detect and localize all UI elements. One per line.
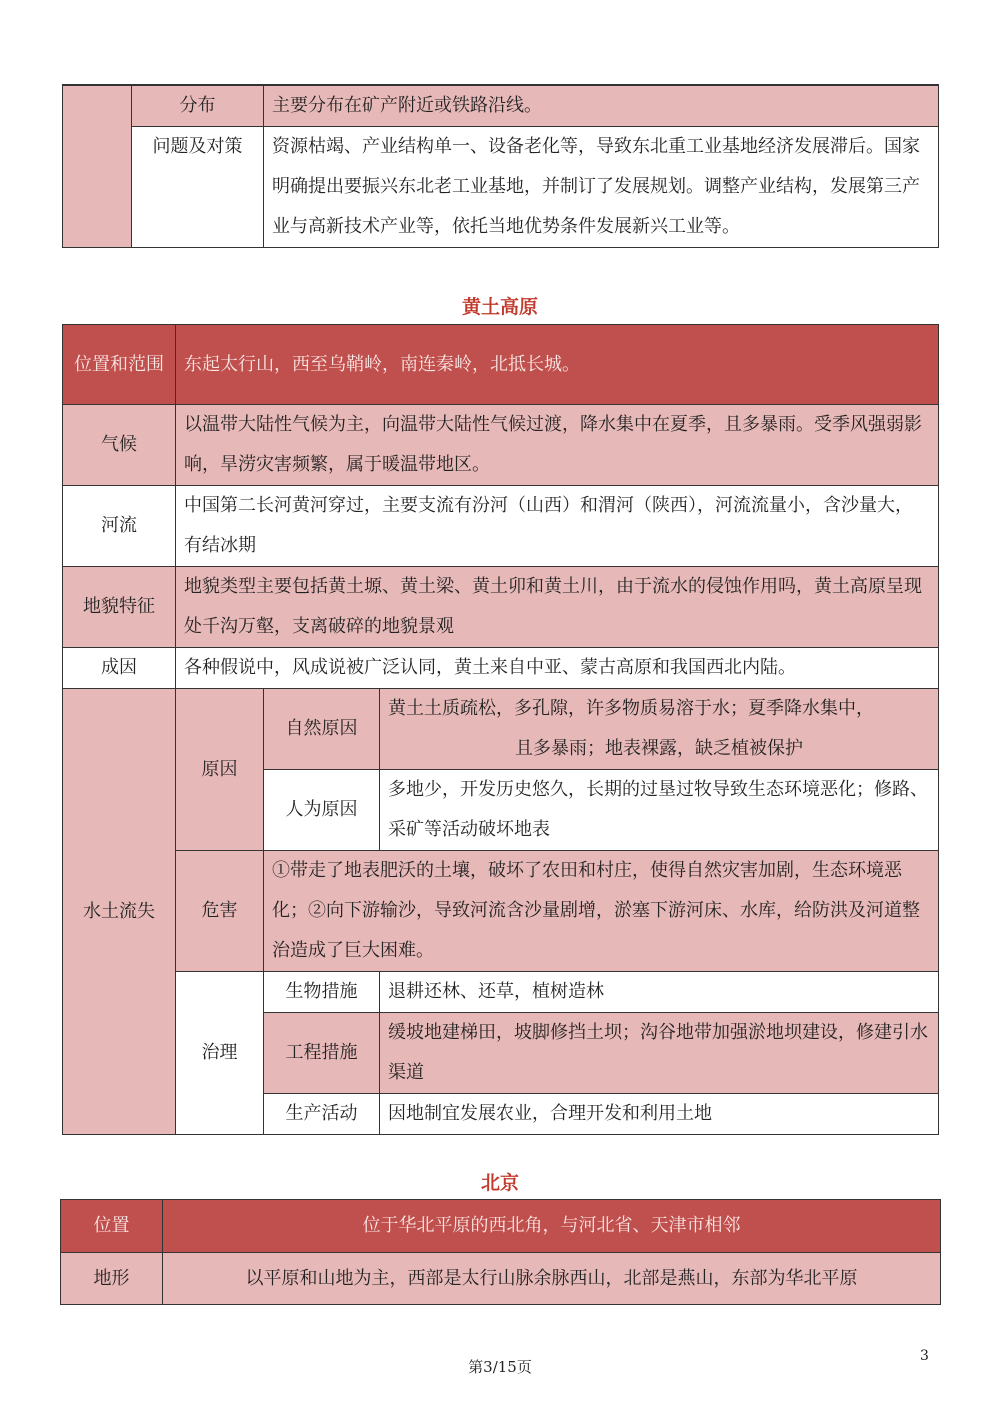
northeast-industry-table [62, 84, 939, 248]
row-content: 以温带大陆性气候为主，向温带大陆性气候过渡，降水集中在夏季，且多暴雨。受季风强弱影响，旱涝灾害频繁，属于暖温带地区。 [176, 405, 939, 486]
loess-plateau-table [62, 324, 939, 1135]
row-content: 位于华北平原的西北角，与河北省、天津市相邻 [163, 1200, 941, 1253]
row-content: 中国第二长河黄河穿过，主要支流有汾河（山西）和渭河（陕西），河流流量小，含沙量大，有结冰期 [176, 486, 939, 567]
row-content: 主要分布在矿产附近或铁路沿线。 [264, 85, 939, 127]
row-label: 地形 [61, 1253, 163, 1305]
control-item-content: 因地制宜发展农业，合理开发和利用土地 [380, 1094, 939, 1135]
row-content: 资源枯竭、产业结构单一、设备老化等，导致东北重工业基地经济发展滞后。国家明确提出要振兴东北老工业基地，并制订了发展规划。调整产业结构，发展第三产业与高新技术产业等，依托当地优势条件发展新兴工业等。 [264, 127, 939, 248]
row-label: 位置 [61, 1200, 163, 1253]
natural-cause-line-1: 黄土土质疏松，多孔隙，许多物质易溶于水；夏季降水集中， [388, 698, 874, 719]
cause-label: 原因 [176, 689, 264, 851]
human-cause-content: 多地少，开发历史悠久，长期的过垦过牧导致生态环境恶化；修路、采矿等活动破坏地表 [380, 770, 939, 851]
row-label: 河流 [63, 486, 176, 567]
natural-cause-line-2: 且多暴雨；地表裸露，缺乏植被保护 [515, 738, 803, 759]
row-label: 成因 [63, 648, 176, 689]
row-label: 位置和范围 [63, 325, 176, 405]
control-label: 治理 [176, 972, 264, 1135]
control-item-content: 缓坡地建梯田，坡脚修挡土坝；沟谷地带加强淤地坝建设，修建引水渠道 [380, 1013, 939, 1094]
erosion-label: 水土流失 [63, 689, 176, 1135]
row-label: 地貌特征 [63, 567, 176, 648]
natural-cause-content [380, 689, 939, 770]
control-item-content: 退耕还林、还草，植树造林 [380, 972, 939, 1013]
control-item-label: 工程措施 [264, 1013, 380, 1094]
merged-category-cell [63, 85, 132, 248]
row-label: 分布 [132, 85, 264, 127]
control-item-label: 生产活动 [264, 1094, 380, 1135]
natural-cause-label: 自然原因 [264, 689, 380, 770]
control-item-label: 生物措施 [264, 972, 380, 1013]
harm-content: ①带走了地表肥沃的土壤，破坏了农田和村庄，使得自然灾害加剧，生态环境恶化；②向下游输沙，导致河流含沙量剧增，淤塞下游河床、水库，给防洪及河道整治造成了巨大困难。 [264, 851, 939, 972]
beijing-table [60, 1199, 941, 1305]
row-label: 气候 [63, 405, 176, 486]
human-cause-label: 人为原因 [264, 770, 380, 851]
row-content: 东起太行山，西至乌鞘岭，南连秦岭，北抵长城。 [176, 325, 939, 405]
row-content: 地貌类型主要包括黄土塬、黄土梁、黄土卯和黄土川，由于流水的侵蚀作用吗，黄土高原呈现处千沟万壑，支离破碎的地貌景观 [176, 567, 939, 648]
row-content: 以平原和山地为主，西部是太行山脉余脉西山，北部是燕山，东部为华北平原 [163, 1253, 941, 1305]
section-title-beijing: 北京 [480, 1172, 519, 1194]
page-number: 3 [920, 1348, 929, 1364]
row-label: 问题及对策 [132, 127, 264, 248]
harm-label: 危害 [176, 851, 264, 972]
row-content: 各种假说中，风成说被广泛认同，黄土来自中亚、蒙古高原和我国西北内陆。 [176, 648, 939, 689]
page-footer: 第3/15页 [468, 1358, 532, 1376]
section-title-loess: 黄土高原 [461, 296, 538, 318]
